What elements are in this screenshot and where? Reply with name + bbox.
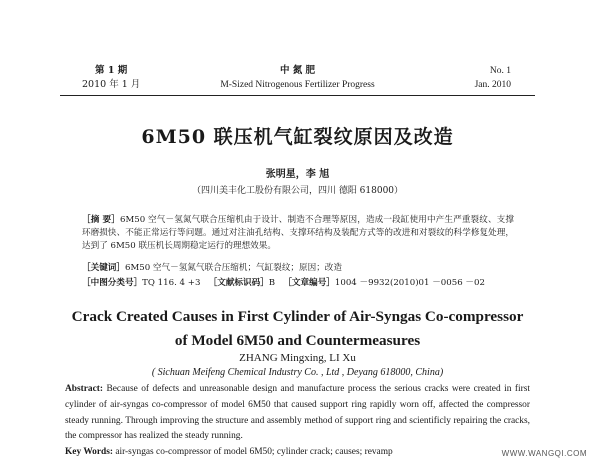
header-rule [60, 95, 535, 96]
keywords-cn-text: 6M50 空气－氢氮气联合压缩机；气缸裂纹；原因；改造 [124, 263, 342, 273]
year-month-cn: 2010 年 1 月 [82, 79, 141, 90]
abstract-cn-text: 6M50 空气－氢氮气联合压缩机由于设计、制造不合理等原因，造成一段缸使用中产生严重裂纹、支撑环磨损快、不能正常运行等问题。通过对注油孔结构、支撑环结构及装配方式等的改进和对裂纹的科学修复处理，达到了 6M50 联压机长周期稳定运行的理想效果。 [82, 215, 514, 251]
abstract-en-text: Because of defects and unreasonable design and manufacture process the serious cracks were created in first cylinder of air-syngas co-compressor of model 6M50 that caused support ring rapidly worn off, affected the compressor steady running. Through improving the structure and assembly method of support ring and scientificly repairing the cracks, the compressor has realized the steady running. [65, 384, 531, 442]
article-no-label: ［文章编号］ [283, 278, 335, 288]
abstract-en [65, 382, 530, 445]
keywords-en [65, 445, 530, 460]
keywords-en-text: air-syngas co-compressor of model 6M50; cylinder crack; causes; revamp [115, 447, 393, 457]
clc-label: ［中图分类号］ [82, 278, 143, 288]
journal-name-en: M-Sized Nitrogenous Fertilizer Progress [220, 80, 375, 90]
abstract-en-label: Abstract: [65, 384, 104, 394]
article-no-value: 1004 －9932(2010)01 －0056 －02 [334, 278, 485, 288]
watermark: WWW.WANGQI.COM [501, 449, 587, 458]
authors-cn: 张明星，李 旭 [265, 169, 330, 180]
title-en [40, 305, 555, 353]
date-en: Jan. 2010 [474, 80, 511, 90]
abstract-cn [82, 214, 514, 253]
clc-value: TQ 116. 4 +3 [142, 278, 201, 288]
doc-code-label: ［文献标识码］ [208, 278, 269, 288]
header-issue-en [475, 64, 511, 92]
keywords-en-label: Key Words: [65, 447, 114, 457]
journal-name-cn: 中 氮 肥 [279, 65, 316, 76]
keywords-cn [82, 262, 514, 275]
issue-number-en: No. 1 [489, 66, 511, 76]
keywords-cn-label: ［关键词］ [82, 263, 125, 273]
authors-en: ZHANG Mingxing, LI Xu [239, 352, 356, 364]
issue-label: 第 1 期 [95, 65, 128, 76]
doc-code-value: B [268, 278, 276, 288]
title-en-line1: Crack Created Causes in First Cylinder of Air-Syngas Co-compressor [71, 308, 524, 325]
title-cn: 6M50 联压机气缸裂纹原因及改造 [141, 126, 454, 148]
classification-cn [82, 277, 514, 290]
affiliation-en: ( Sichuan Meifeng Chemical Industry Co. , Ltd , Deyang 618000, China) [151, 367, 444, 378]
affiliation-cn: （四川美丰化工股份有限公司，四川 德阳 618000） [191, 186, 404, 196]
abstract-cn-label: ［摘 要］ [82, 215, 120, 225]
title-en-line2: of Model 6M50 and Countermeasures [174, 332, 421, 349]
